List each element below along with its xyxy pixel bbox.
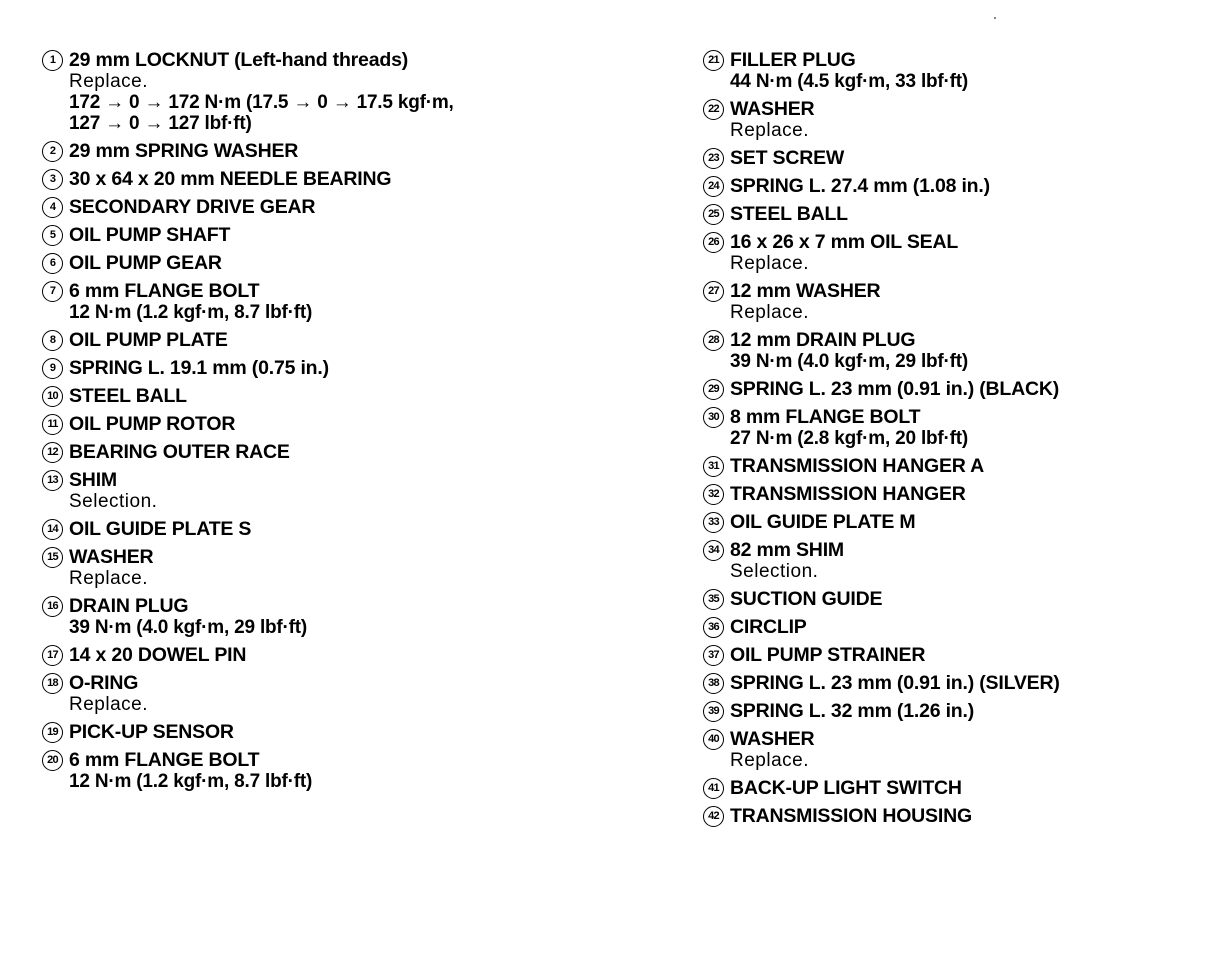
callout-number: 1 <box>42 50 63 71</box>
callout-number: 19 <box>42 722 63 743</box>
callout-number: 39 <box>703 701 724 722</box>
part-note: Replace. <box>730 750 809 771</box>
part-text <box>730 777 1203 799</box>
torque-spec: 39 N·m (4.0 kgf·m, 29 lbf·ft) <box>69 617 308 638</box>
torque-spec: 12 N·m (1.2 kgf·m, 8.7 lbf·ft) <box>69 302 313 323</box>
part-item <box>703 455 1203 477</box>
part-name: OIL PUMP SHAFT <box>69 224 231 246</box>
part-name: WASHER <box>730 98 815 120</box>
part-name: 12 mm DRAIN PLUG <box>730 329 916 351</box>
callout-number: 41 <box>703 778 724 799</box>
part-item <box>703 805 1203 827</box>
part-name: DRAIN PLUG <box>69 595 189 617</box>
callout-number: 11 <box>42 414 63 435</box>
part-text <box>730 49 1203 92</box>
part-name: FILLER PLUG <box>730 49 856 71</box>
part-item <box>42 469 662 512</box>
part-text <box>730 483 1203 505</box>
part-item <box>703 98 1203 141</box>
part-name: CIRCLIP <box>730 616 807 638</box>
part-text <box>730 455 1203 477</box>
part-text <box>69 140 662 162</box>
callout-number: 14 <box>42 519 63 540</box>
scan-speck <box>994 17 996 19</box>
callout-number: 3 <box>42 169 63 190</box>
callout-number: 33 <box>703 512 724 533</box>
part-text <box>69 329 662 351</box>
part-name: SECONDARY DRIVE GEAR <box>69 196 316 218</box>
part-text <box>69 672 662 715</box>
part-item <box>703 616 1203 638</box>
part-item <box>703 511 1203 533</box>
callout-number: 15 <box>42 547 63 568</box>
part-text <box>730 329 1203 372</box>
part-note: Selection. <box>730 561 819 582</box>
part-item <box>703 231 1203 274</box>
part-text <box>69 595 662 638</box>
callout-number: 12 <box>42 442 63 463</box>
torque-spec: 27 N·m (2.8 kgf·m, 20 lbf·ft) <box>730 428 969 449</box>
part-name: 14 x 20 DOWEL PIN <box>69 644 247 666</box>
callout-number: 8 <box>42 330 63 351</box>
part-note: Replace. <box>69 71 148 92</box>
part-item <box>703 483 1203 505</box>
part-text <box>730 203 1203 225</box>
part-text <box>69 196 662 218</box>
part-name: 6 mm FLANGE BOLT <box>69 280 260 302</box>
part-item <box>42 595 662 638</box>
callout-number: 25 <box>703 204 724 225</box>
part-text <box>69 644 662 666</box>
part-text <box>730 378 1203 400</box>
part-name: 29 mm SPRING WASHER <box>69 140 299 162</box>
part-text <box>730 406 1203 449</box>
part-text <box>69 469 662 512</box>
part-item <box>703 700 1203 722</box>
part-item <box>703 280 1203 323</box>
part-note: Replace. <box>730 302 809 323</box>
part-text <box>730 588 1203 610</box>
part-text <box>730 616 1203 638</box>
part-name: O-RING <box>69 672 139 694</box>
part-item <box>42 721 662 743</box>
part-note: Replace. <box>730 253 809 274</box>
part-text <box>69 357 662 379</box>
callout-number: 5 <box>42 225 63 246</box>
part-item <box>42 385 662 407</box>
part-name: STEEL BALL <box>730 203 848 225</box>
part-text <box>730 539 1203 582</box>
callout-number: 28 <box>703 330 724 351</box>
callout-number: 37 <box>703 645 724 666</box>
part-text <box>69 168 662 190</box>
part-name: WASHER <box>69 546 154 568</box>
part-name: WASHER <box>730 728 815 750</box>
part-name: OIL PUMP STRAINER <box>730 644 926 666</box>
part-item <box>703 588 1203 610</box>
callout-number: 40 <box>703 729 724 750</box>
part-text <box>69 385 662 407</box>
part-item <box>42 280 662 323</box>
part-text <box>730 728 1203 771</box>
callout-number: 31 <box>703 456 724 477</box>
part-note: Selection. <box>69 491 158 512</box>
callout-number: 24 <box>703 176 724 197</box>
part-item <box>703 203 1203 225</box>
part-text <box>730 805 1203 827</box>
torque-spec: 127 → 0 → 127 lbf·ft) <box>69 113 252 134</box>
part-name: BEARING OUTER RACE <box>69 441 290 463</box>
part-text <box>69 413 662 435</box>
part-text <box>730 175 1203 197</box>
callout-number: 38 <box>703 673 724 694</box>
callout-number: 30 <box>703 407 724 428</box>
part-item <box>703 406 1203 449</box>
part-name: SPRING L. 19.1 mm (0.75 in.) <box>69 357 329 379</box>
part-name: BACK-UP LIGHT SWITCH <box>730 777 962 799</box>
part-item <box>703 728 1203 771</box>
part-item <box>42 49 662 134</box>
callout-number: 34 <box>703 540 724 561</box>
callout-number: 29 <box>703 379 724 400</box>
torque-spec: 44 N·m (4.5 kgf·m, 33 lbf·ft) <box>730 71 969 92</box>
callout-number: 22 <box>703 99 724 120</box>
part-name: 12 mm WASHER <box>730 280 881 302</box>
callout-number: 18 <box>42 673 63 694</box>
part-text <box>730 644 1203 666</box>
part-text <box>69 49 662 134</box>
part-name: SPRING L. 23 mm (0.91 in.) (SILVER) <box>730 672 1060 694</box>
part-text <box>730 511 1203 533</box>
part-item <box>42 329 662 351</box>
part-text <box>69 518 662 540</box>
part-text <box>69 749 662 792</box>
part-name: OIL GUIDE PLATE S <box>69 518 252 540</box>
callout-number: 7 <box>42 281 63 302</box>
callout-number: 4 <box>42 197 63 218</box>
part-item <box>42 224 662 246</box>
torque-spec: 39 N·m (4.0 kgf·m, 29 lbf·ft) <box>730 351 969 372</box>
part-text <box>69 441 662 463</box>
parts-list-right-column <box>703 49 1203 833</box>
callout-number: 35 <box>703 589 724 610</box>
part-item <box>42 140 662 162</box>
part-name: 82 mm SHIM <box>730 539 844 561</box>
part-item <box>42 168 662 190</box>
parts-list-left-column <box>42 49 662 798</box>
part-name: 29 mm LOCKNUT (Left-hand threads) <box>69 49 409 71</box>
part-item <box>42 672 662 715</box>
callout-number: 9 <box>42 358 63 379</box>
callout-number: 6 <box>42 253 63 274</box>
part-text <box>69 280 662 323</box>
part-item <box>42 413 662 435</box>
part-text <box>69 252 662 274</box>
part-text <box>730 147 1203 169</box>
callout-number: 21 <box>703 50 724 71</box>
part-item <box>703 539 1203 582</box>
part-item <box>42 518 662 540</box>
part-text <box>730 231 1203 274</box>
part-text <box>730 700 1203 722</box>
callout-number: 17 <box>42 645 63 666</box>
part-name: OIL GUIDE PLATE M <box>730 511 916 533</box>
part-name: OIL PUMP GEAR <box>69 252 222 274</box>
callout-number: 42 <box>703 806 724 827</box>
part-item <box>703 644 1203 666</box>
callout-number: 13 <box>42 470 63 491</box>
part-text <box>730 98 1203 141</box>
part-item <box>703 672 1203 694</box>
torque-spec: 12 N·m (1.2 kgf·m, 8.7 lbf·ft) <box>69 771 313 792</box>
part-name: SHIM <box>69 469 117 491</box>
part-name: SPRING L. 27.4 mm (1.08 in.) <box>730 175 990 197</box>
part-name: 16 x 26 x 7 mm OIL SEAL <box>730 231 959 253</box>
part-item <box>42 644 662 666</box>
part-name: PICK-UP SENSOR <box>69 721 234 743</box>
callout-number: 10 <box>42 386 63 407</box>
part-item <box>703 49 1203 92</box>
part-text <box>69 721 662 743</box>
part-text <box>69 224 662 246</box>
part-name: TRANSMISSION HANGER A <box>730 455 985 477</box>
callout-number: 16 <box>42 596 63 617</box>
part-name: 30 x 64 x 20 mm NEEDLE BEARING <box>69 168 392 190</box>
callout-number: 26 <box>703 232 724 253</box>
part-item <box>42 196 662 218</box>
part-name: 6 mm FLANGE BOLT <box>69 749 260 771</box>
part-text <box>730 280 1203 323</box>
part-note: Replace. <box>730 120 809 141</box>
part-note: Replace. <box>69 694 148 715</box>
callout-number: 32 <box>703 484 724 505</box>
part-item <box>703 329 1203 372</box>
part-name: 8 mm FLANGE BOLT <box>730 406 921 428</box>
part-name: SPRING L. 32 mm (1.26 in.) <box>730 700 975 722</box>
part-name: TRANSMISSION HOUSING <box>730 805 972 827</box>
part-item <box>42 441 662 463</box>
torque-spec: 172 → 0 → 172 N·m (17.5 → 0 → 17.5 kgf·m, <box>69 92 454 113</box>
callout-number: 27 <box>703 281 724 302</box>
part-name: SUCTION GUIDE <box>730 588 883 610</box>
part-item <box>703 378 1203 400</box>
callout-number: 2 <box>42 141 63 162</box>
part-item <box>42 357 662 379</box>
part-item <box>703 777 1203 799</box>
callout-number: 23 <box>703 148 724 169</box>
part-item <box>42 749 662 792</box>
part-name: OIL PUMP ROTOR <box>69 413 236 435</box>
part-item <box>703 147 1203 169</box>
callout-number: 36 <box>703 617 724 638</box>
part-name: OIL PUMP PLATE <box>69 329 228 351</box>
part-name: SET SCREW <box>730 147 845 169</box>
part-name: STEEL BALL <box>69 385 187 407</box>
part-item <box>42 252 662 274</box>
part-item <box>703 175 1203 197</box>
part-name: TRANSMISSION HANGER <box>730 483 966 505</box>
part-name: SPRING L. 23 mm (0.91 in.) (BLACK) <box>730 378 1060 400</box>
part-note: Replace. <box>69 568 148 589</box>
part-text <box>69 546 662 589</box>
part-item <box>42 546 662 589</box>
part-text <box>730 672 1203 694</box>
callout-number: 20 <box>42 750 63 771</box>
